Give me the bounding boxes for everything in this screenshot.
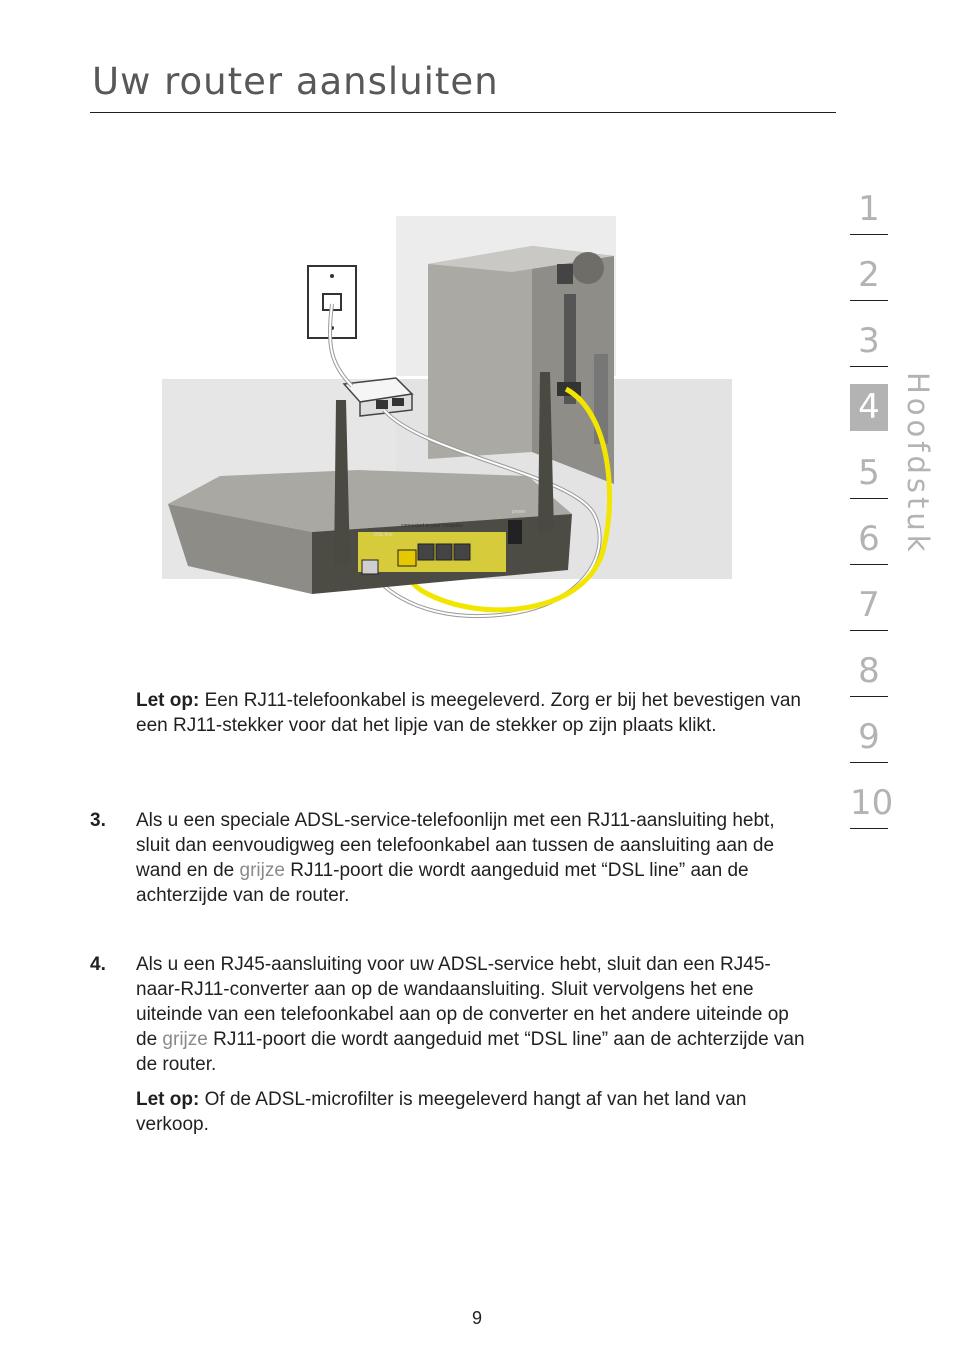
note-2-text: Of de ADSL-microfilter is meegeleverd hangt af van het land van verkoop. xyxy=(136,1089,747,1135)
step-3-highlight: grijze xyxy=(239,860,285,881)
chapter-7: 7 xyxy=(850,582,888,648)
chapter-2: 2 xyxy=(850,252,888,318)
page-title: Uw router aansluiten xyxy=(92,60,499,103)
chapter-3: 3 xyxy=(850,318,888,384)
note-2-label: Let op: xyxy=(136,1089,200,1110)
chapter-6: 6 xyxy=(850,516,888,582)
chapter-9: 9 xyxy=(850,714,888,780)
step-4-number: 4. xyxy=(90,954,106,975)
chapter-10: 10 xyxy=(850,780,888,846)
step-4-text-after: RJ11-poort die wordt aangeduid met “DSL line” aan de achterzijde van de router. xyxy=(136,1029,805,1075)
step-3-text-after: RJ11-poort die wordt aangeduid met “DSL line” aan de achterzijde van de router. xyxy=(136,860,749,906)
svg-text:power: power xyxy=(512,509,526,515)
note-1-text: Een RJ11-telefoonkabel is meegeleverd. Zorg er bij het bevestigen van een RJ11-stekker voor dat het lipje van de stekker op zijn plaats klikt. xyxy=(136,690,801,736)
step-3 xyxy=(90,808,810,908)
router-connection-illustration xyxy=(162,214,732,644)
chapter-8: 8 xyxy=(850,648,888,714)
step-4-highlight: grijze xyxy=(162,1029,208,1050)
note-1-label: Let op: xyxy=(136,690,200,711)
step-4 xyxy=(90,952,810,1137)
step-4-text: Als u een RJ45-aansluiting voor uw ADSL-service hebt, sluit dan een RJ45-naar-RJ11-converter aan op de wandaansluiting. Sluit vervolgens het ene uiteinde van een telefoonkabel aan op de converter en het andere uiteinde op de xyxy=(136,954,789,1050)
chapter-index xyxy=(850,186,894,846)
step-3-number: 3. xyxy=(90,810,106,831)
note-2 xyxy=(90,1087,810,1137)
chapter-5: 5 xyxy=(850,450,888,516)
svg-text:connected to your computer: connected to your computer xyxy=(401,523,463,529)
step-3-text: Als u een speciale ADSL-service-telefoonlijn met een RJ11-aansluiting hebt, sluit dan eenvoudigweg een telefoonkabel aan tussen de aansluiting aan de wand en de xyxy=(136,810,775,881)
svg-text:DSL line: DSL line xyxy=(374,532,393,538)
title-rule xyxy=(90,112,836,113)
chapter-4-active: 4 xyxy=(850,384,888,450)
chapter-label: Hoofdstuk xyxy=(901,372,935,556)
page-number: 9 xyxy=(471,1308,482,1328)
chapter-1: 1 xyxy=(850,186,888,252)
note-1 xyxy=(90,688,810,738)
